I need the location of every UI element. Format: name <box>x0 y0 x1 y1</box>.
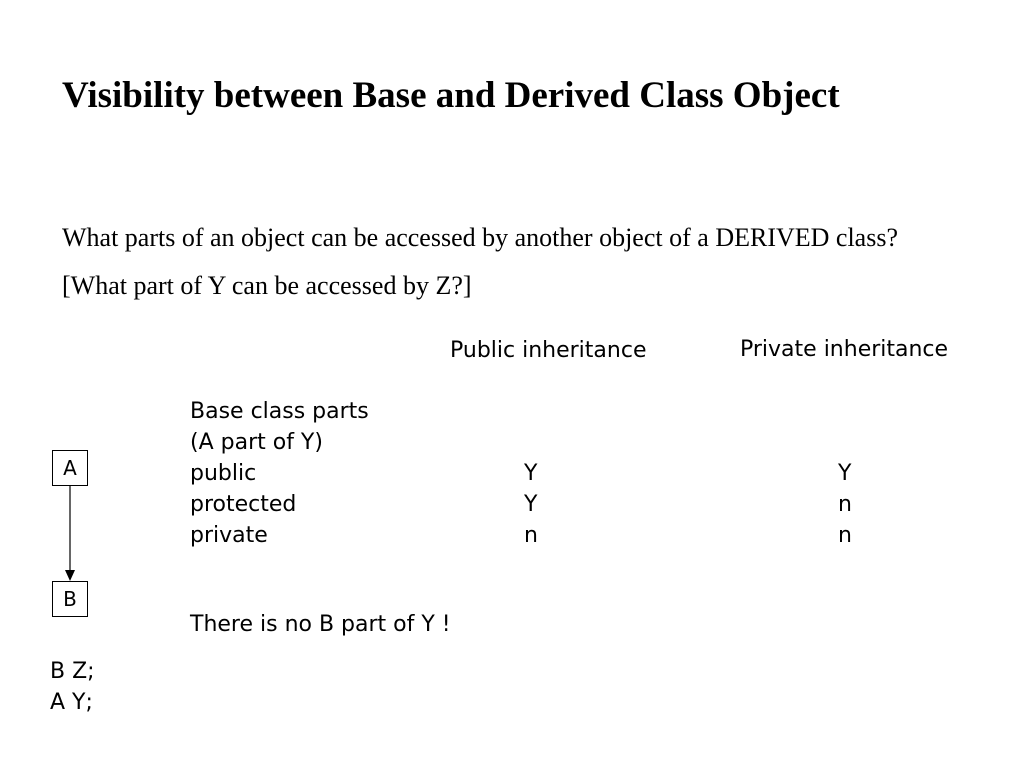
cell-private-row-private-inheritance: n <box>838 523 852 548</box>
declaration-b-z: B Z; <box>50 659 95 684</box>
row-label-protected: protected <box>190 492 297 517</box>
page-title: Visibility between Base and Derived Class Object <box>62 75 840 116</box>
question-text: What parts of an object can be accessed by another object of a DERIVED class? [What part of Y can be accessed by Z?] <box>62 223 898 300</box>
note-text: There is no B part of Y ! <box>190 612 451 637</box>
row-label-private: private <box>190 523 268 548</box>
class-box-b: B <box>52 581 88 617</box>
cell-protected-row-private-inheritance: n <box>838 492 852 517</box>
cell-public-row-private-inheritance: Y <box>838 461 852 486</box>
column-header-public-inheritance: Public inheritance <box>450 338 647 363</box>
row-label-public: public <box>190 461 257 486</box>
class-box-a: A <box>52 450 88 486</box>
column-header-private-inheritance: Private inheritance <box>740 337 949 362</box>
table-heading-a-part-of-y: (A part of Y) <box>190 430 323 455</box>
declaration-a-y: A Y; <box>50 690 93 715</box>
inheritance-arrow <box>60 486 80 582</box>
table-heading-base-class-parts: Base class parts <box>190 399 369 424</box>
cell-private-row-public-inheritance: n <box>524 523 538 548</box>
cell-public-row-public-inheritance: Y <box>524 461 538 486</box>
cell-protected-row-public-inheritance: Y <box>524 492 538 517</box>
